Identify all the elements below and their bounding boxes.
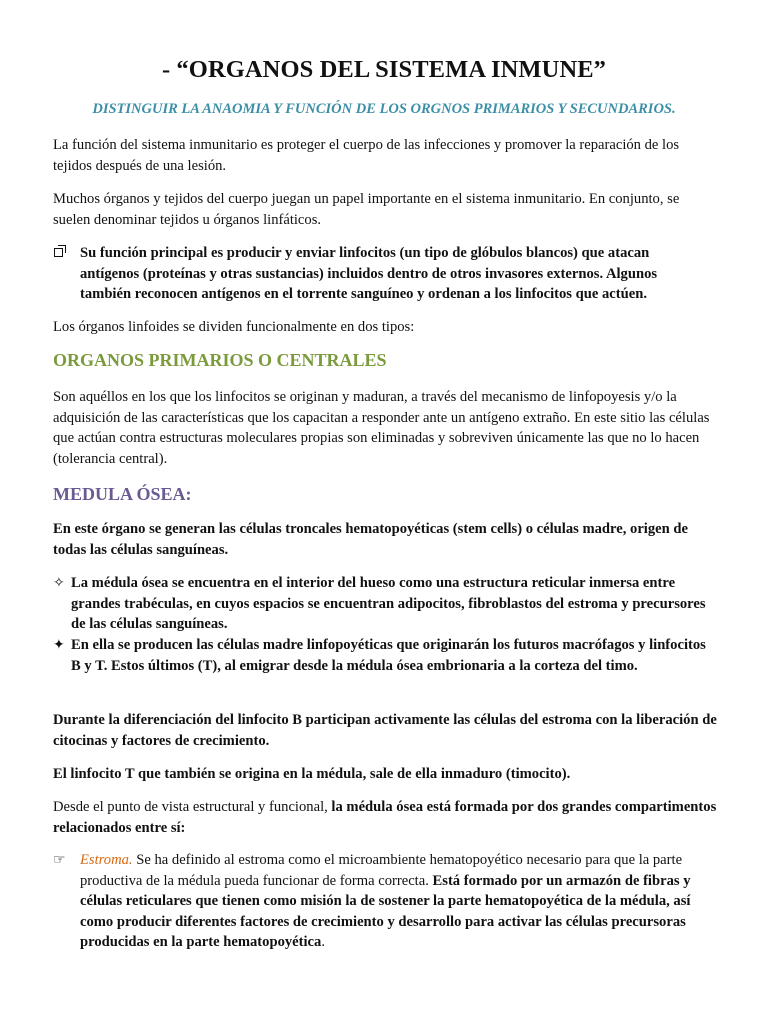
page-title: - “ORGANOS DEL SISTEMA INMUNE”	[161, 56, 607, 83]
paragraph-primary-description: Son aquéllos en los que los linfocitos se originan y maduran, a través del mecanismo de linfopoyesis y/o la adquisición de las características que los capacitan a responder ante un antígeno extraño. En este sitio las células que actúan contra estructuras moleculares propias son eliminadas y sobreviven únicamente las que no lo hacen (tolerancia central).	[53, 389, 710, 467]
paragraph-compartments	[53, 797, 718, 838]
compartments-intro-text: Desde el punto de vista estructural y funcional,	[53, 799, 332, 815]
heading-primary-organs: ORGANOS PRIMARIOS O CENTRALES	[53, 350, 387, 370]
estroma-label: Estroma.	[80, 852, 133, 868]
estroma-end: .	[321, 934, 325, 950]
bullet-estroma-text	[80, 850, 710, 953]
paragraph-b-lymphocyte: Durante la diferenciación del linfocito B participan activamente las células del estroma con la liberación de citocinas y factores de crecimiento.	[53, 712, 717, 749]
star-bold-bullet-icon: ✦	[53, 637, 65, 653]
bullet-lymphopoietic-text: En ella se producen las células madre linfopoyéticas que originarán los futuros macrófagos y linfocitos B y T. Estos últimos (T), al emigrar desde la médula ósea embrionaria a la corteza del timo.	[71, 637, 706, 674]
bullet-main-text: Su función principal es producir y enviar linfocitos (un tipo de glóbulos blancos) que atacan antígenos (proteínas y otras sustancias) incluidos dentro de otros invasores externos. Algunos también reconocen antígenos en el torrente sanguíneo y ordenan a los linfocitos que actúen.	[80, 245, 658, 302]
paragraph-intro: La función del sistema inmunitario es proteger el cuerpo de las infecciones y promover la reparación de los tejidos después de una lesión.	[53, 137, 680, 174]
pointing-arrow-bullet-icon: ☞	[53, 852, 66, 868]
paragraph-types: Los órganos linfoides se dividen funcionalmente en dos tipos:	[53, 319, 415, 335]
star-outline-bullet-icon: ✧	[53, 575, 65, 591]
compartments-bold-text: la médula ósea está formada por dos grandes compartimentos relacionados entre sí:	[53, 799, 717, 836]
heading-bone-marrow: MEDULA ÓSEA:	[53, 484, 192, 504]
page-subtitle: DISTINGUIR LA ANAOMIA Y FUNCIÓN DE LOS ORGNOS PRIMARIOS Y SECUNDARIOS.	[92, 101, 676, 117]
paragraph-stem-cells: En este órgano se generan las células troncales hematopoyéticas (stem cells) o células madre, origen de todas las células sanguíneas.	[53, 521, 688, 558]
bullet-marrow-location-text: La médula ósea se encuentra en el interior del hueso como una estructura reticular inmersa entre grandes trabéculas, en cuyos espacios se encuentran adipocitos, fibroblastos del estroma y precursores de las células sanguíneas.	[71, 575, 706, 632]
square-bullet-icon	[54, 248, 63, 257]
paragraph-lymphatic: Muchos órganos y tejidos del cuerpo juegan un papel importante en el sistema inmunitario. En conjunto, se suelen denominar tejidos u órganos linfáticos.	[53, 191, 680, 228]
estroma-structure: Está formado por un armazón de fibras y células reticulares que tienen como misión la de sostener la parte hematopoyética de la médula, así como producir diferentes factores de crecimiento y desarrollo para activar las células precursoras producidas en la parte hematopoyética	[80, 872, 691, 950]
estroma-definition: Se ha definido al estroma como el microambiente hematopoyético necesario para que la parte productiva de la médula pueda funcionar de forma correcta.	[80, 852, 683, 889]
paragraph-t-lymphocyte: El linfocito T que también se origina en la médula, sale de ella inmaduro (timocito).	[53, 766, 571, 782]
